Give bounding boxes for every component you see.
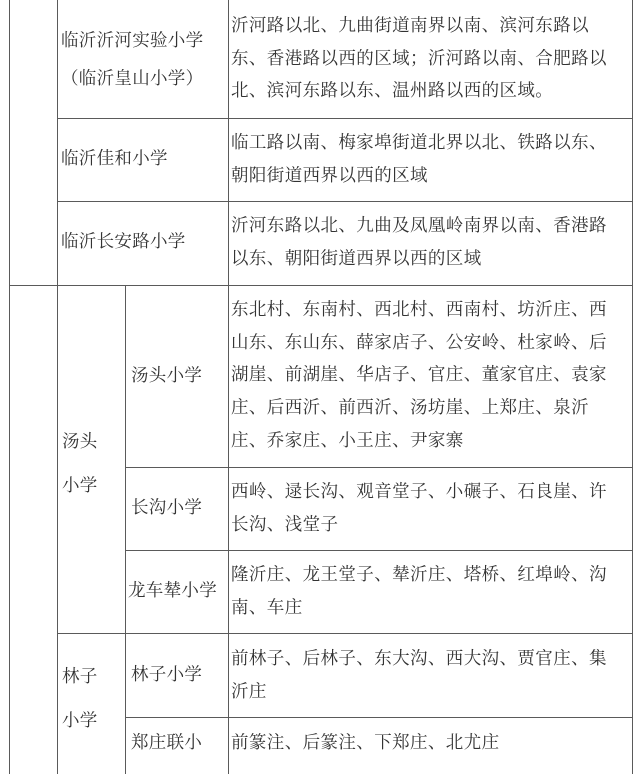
district-area: 沂河路以北、九曲街道南界以南、滨河东路以 东、香港路以西的区域；沂河路以南、合肥路以 北、滨河东路以东、温州路以西的区域。 — [231, 16, 607, 102]
grid-line — [57, 0, 58, 774]
grid-line — [57, 201, 633, 202]
district-area: 沂河东路以北、九曲及凤凰岭南界以南、香港路 以东、朝阳街道西界以西的区域 — [231, 216, 607, 269]
grid-line — [125, 717, 633, 718]
group-name: 汤头 小学 — [62, 432, 98, 496]
grid-line — [632, 0, 633, 774]
group-name: 林子 小学 — [62, 667, 98, 731]
grid-line — [9, 285, 633, 286]
school-name: 长沟小学 — [131, 498, 203, 518]
district-area: 临工路以南、梅家埠街道北界以北、铁路以东、 朝阳街道西界以西的区域 — [231, 133, 607, 186]
district-area: 前林子、后林子、东大沟、西大沟、贾官庄、集 沂庄 — [231, 649, 607, 702]
grid-line — [125, 285, 126, 774]
grid-line — [57, 118, 633, 119]
school-name: 龙车辇小学 — [128, 581, 217, 601]
school-name: 临沂长安路小学 — [61, 232, 186, 252]
grid-line — [9, 0, 10, 774]
school-name: 汤头小学 — [131, 366, 203, 386]
school-name: 临沂佳和小学 — [61, 149, 168, 169]
school-name: 林子小学 — [131, 665, 203, 685]
grid-line — [57, 633, 633, 634]
school-name: 郑庄联小 — [131, 733, 203, 753]
school-name: 临沂沂河实验小学 （临沂皇山小学） — [61, 31, 204, 89]
grid-line — [228, 0, 229, 774]
district-area: 西岭、逯长沟、观音堂子、小碾子、石良崖、许 长沟、浅堂子 — [231, 482, 607, 535]
grid-line — [125, 550, 633, 551]
district-area: 东北村、东南村、西北村、西南村、坊沂庄、西 山东、东山东、薛家店子、公安岭、杜家岭、后 湖崖、前湖崖、华店子、官庄、董家官庄、袁家 庄、后西沂、前西沂、汤坊崖、上郑庄、泉沂 庄、乔家庄、小王庄、尹家寨 — [231, 300, 607, 451]
district-area: 前篆注、后篆注、下郑庄、北尤庄 — [231, 733, 500, 753]
district-area: 隆沂庄、龙王堂子、辇沂庄、塔桥、红埠岭、沟 南、车庄 — [231, 565, 607, 618]
grid-line — [125, 467, 633, 468]
